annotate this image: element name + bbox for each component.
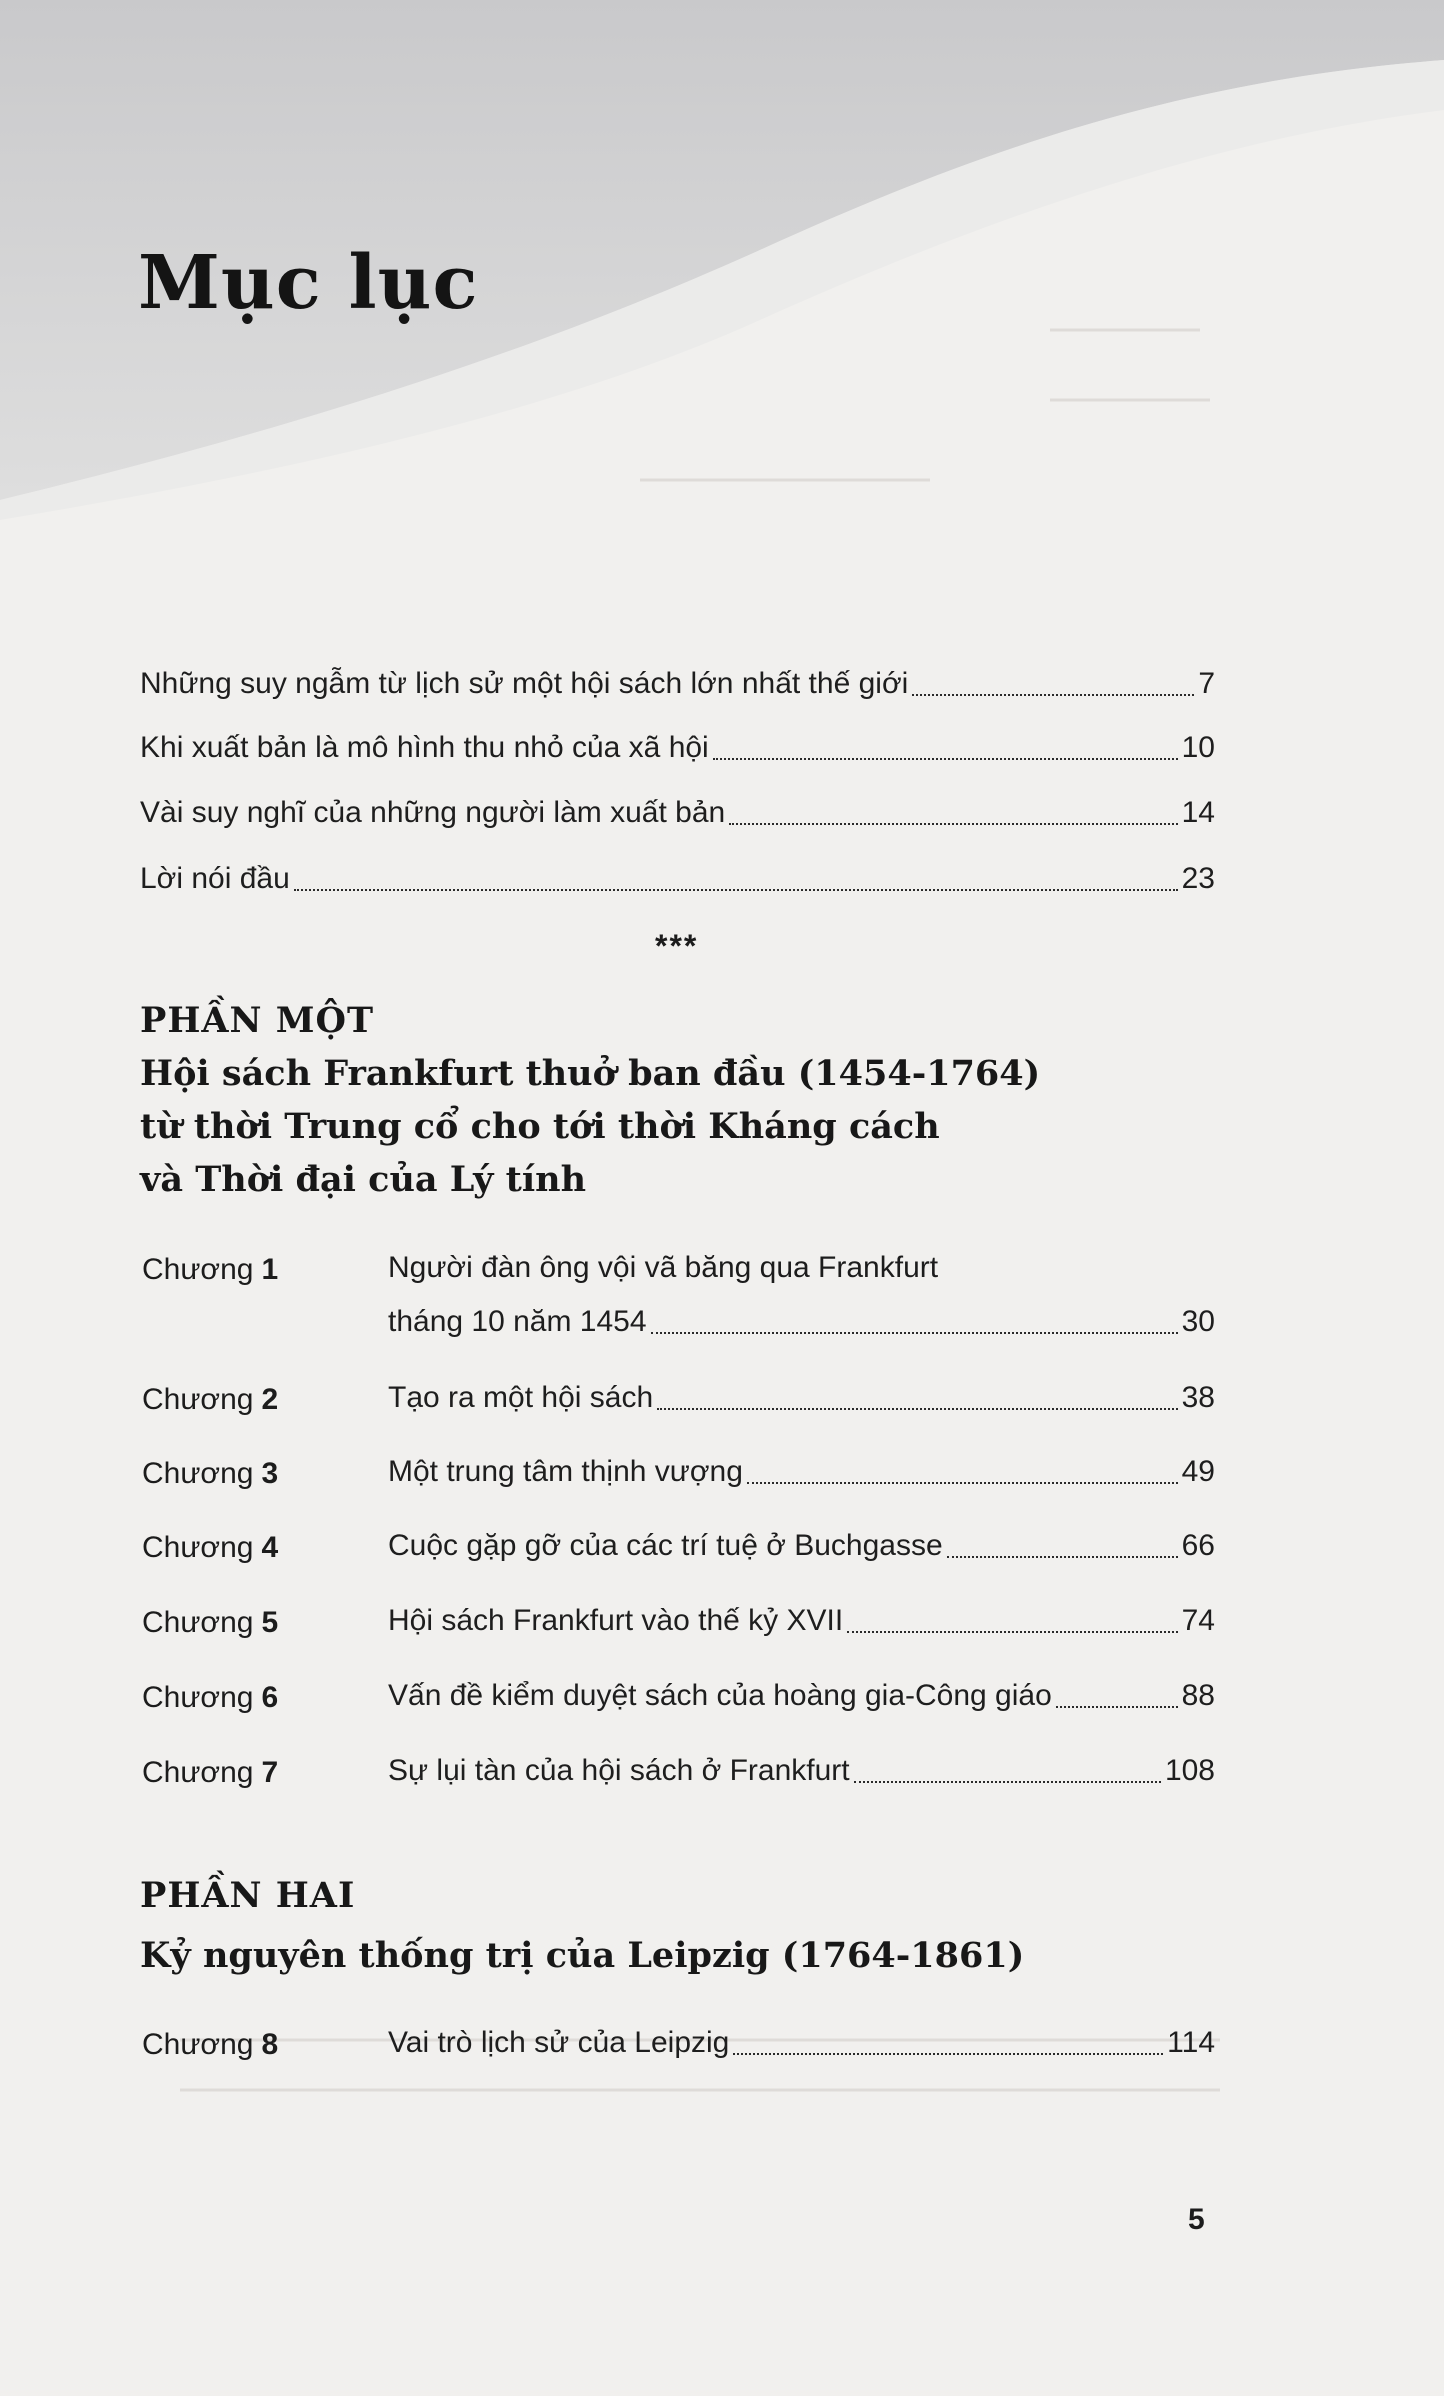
toc-entry-chapter-3[interactable] bbox=[388, 1452, 1215, 1492]
entry-page: 23 bbox=[1181, 862, 1215, 895]
toc-entry-chapter-4[interactable] bbox=[388, 1526, 1215, 1566]
entry-title: Lời nói đầu bbox=[140, 862, 290, 895]
toc-entry-chapter-1[interactable] bbox=[388, 1302, 1215, 1342]
entry-page: 30 bbox=[1181, 1305, 1215, 1338]
entry-title: Tạo ra một hội sách bbox=[388, 1381, 654, 1414]
toc-entry-chapter-8[interactable] bbox=[388, 2023, 1215, 2063]
leader-dots bbox=[657, 1408, 1178, 1410]
entry-page: 114 bbox=[1167, 2026, 1215, 2059]
chapter-2-label: Chương 2 bbox=[142, 1383, 279, 1416]
toc-entry-chapter-2[interactable] bbox=[388, 1378, 1215, 1418]
leader-dots bbox=[912, 694, 1194, 696]
leader-dots bbox=[847, 1631, 1177, 1633]
leader-dots bbox=[1056, 1706, 1178, 1708]
entry-page: 74 bbox=[1181, 1604, 1215, 1637]
chapter-5-label: Chương 5 bbox=[142, 1606, 279, 1639]
chapter-6-label: Chương 6 bbox=[142, 1681, 279, 1714]
leader-dots bbox=[733, 2053, 1163, 2055]
entry-title: Những suy ngẫm từ lịch sử một hội sách lớn nhất thế giới bbox=[140, 667, 909, 700]
leader-dots bbox=[294, 889, 1178, 891]
entry-page: 66 bbox=[1181, 1529, 1215, 1562]
part-two-label: PHẦN HAI bbox=[140, 1875, 356, 1916]
chapter-8-label: Chương 8 bbox=[142, 2028, 279, 2061]
leader-dots bbox=[947, 1556, 1178, 1558]
entry-title: Cuộc gặp gỡ của các trí tuệ ở Buchgasse bbox=[388, 1529, 943, 1562]
entry-title: Vấn đề kiểm duyệt sách của hoàng gia-Công giáo bbox=[388, 1679, 1052, 1712]
leader-dots bbox=[651, 1332, 1178, 1334]
part-one-label: PHẦN MỘT bbox=[140, 1000, 374, 1041]
entry-page: 38 bbox=[1181, 1381, 1215, 1414]
chapter-7-label: Chương 7 bbox=[142, 1756, 279, 1789]
entry-page: 88 bbox=[1181, 1679, 1215, 1712]
leader-dots bbox=[729, 823, 1177, 825]
toc-entry-front-4[interactable] bbox=[140, 859, 1215, 899]
part-two-title: Kỷ nguyên thống trị của Leipzig (1764-1861) bbox=[140, 1935, 1025, 1976]
toc-entry-front-2[interactable] bbox=[140, 728, 1215, 768]
chapter-4-label: Chương 4 bbox=[142, 1531, 279, 1564]
chapter-1-label: Chương 1 bbox=[142, 1253, 279, 1286]
toc-entry-front-1[interactable] bbox=[140, 664, 1215, 704]
entry-title: Một trung tâm thịnh vượng bbox=[388, 1455, 743, 1488]
page-title: Mục lục bbox=[138, 240, 479, 326]
toc-entry-chapter-5[interactable] bbox=[388, 1601, 1215, 1641]
leader-dots bbox=[747, 1482, 1178, 1484]
part-one-title-line-3: và Thời đại của Lý tính bbox=[140, 1159, 587, 1200]
toc-entry-front-3[interactable] bbox=[140, 793, 1215, 833]
entry-page: 10 bbox=[1181, 731, 1215, 764]
toc-entry-chapter-6[interactable] bbox=[388, 1676, 1215, 1716]
entry-page: 108 bbox=[1164, 1754, 1215, 1787]
page-number: 5 bbox=[1188, 2203, 1205, 2236]
entry-title: Vai trò lịch sử của Leipzig bbox=[388, 2026, 730, 2059]
part-one-title-line-1: Hội sách Frankfurt thuở ban đầu (1454-1764) bbox=[140, 1053, 1041, 1094]
leader-dots bbox=[854, 1781, 1161, 1783]
chapter-3-label: Chương 3 bbox=[142, 1457, 279, 1490]
chapter-1-title-line-1[interactable]: Người đàn ông vội vã băng qua Frankfurt bbox=[388, 1251, 939, 1284]
entry-page: 7 bbox=[1198, 667, 1215, 700]
entry-page: 14 bbox=[1181, 796, 1215, 829]
entry-title: Vài suy nghĩ của những người làm xuất bản bbox=[140, 796, 726, 829]
entry-title: Hội sách Frankfurt vào thế kỷ XVII bbox=[388, 1604, 844, 1637]
entry-page: 49 bbox=[1181, 1455, 1215, 1488]
toc-entry-chapter-7[interactable] bbox=[388, 1751, 1215, 1791]
part-one-title-line-2: từ thời Trung cổ cho tới thời Kháng cách bbox=[140, 1106, 940, 1147]
leader-dots bbox=[713, 758, 1178, 760]
entry-title: Sự lụi tàn của hội sách ở Frankfurt bbox=[388, 1754, 850, 1787]
section-separator: *** bbox=[655, 928, 699, 964]
entry-title: tháng 10 năm 1454 bbox=[388, 1305, 647, 1338]
entry-title: Khi xuất bản là mô hình thu nhỏ của xã hội bbox=[140, 731, 709, 764]
